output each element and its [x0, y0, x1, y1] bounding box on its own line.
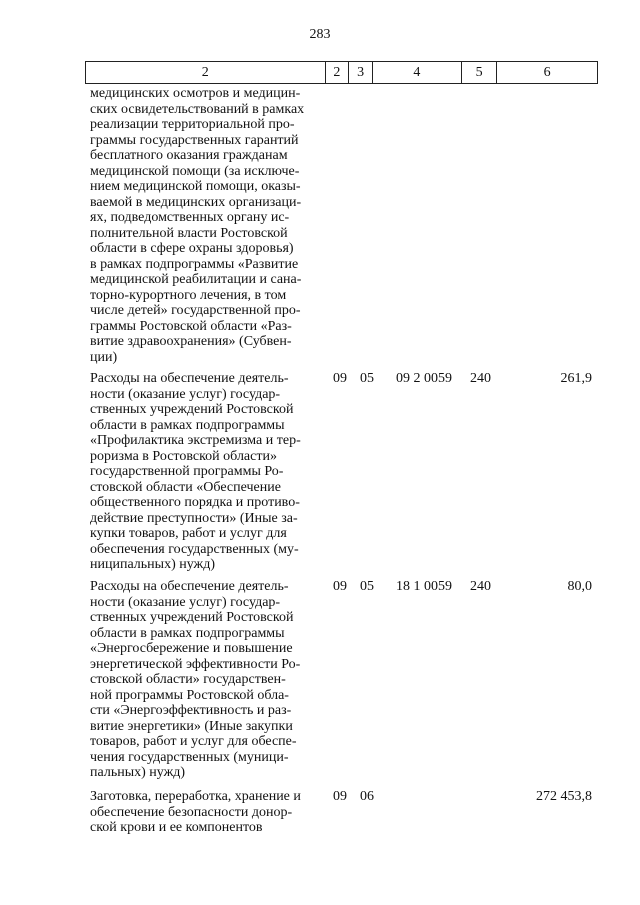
- table-row-amount: 261,9: [560, 371, 592, 386]
- column-header-subsection: 3: [349, 62, 373, 84]
- column-header-table: [85, 61, 598, 84]
- table-row-amount: 80,0: [567, 579, 592, 594]
- table-row-target-article: 09 2 0059: [396, 371, 452, 386]
- table-row-subsection-code: 05: [360, 579, 374, 594]
- table-row-section-code: 09: [333, 371, 347, 386]
- table-row-subsection-code: 05: [360, 371, 374, 386]
- column-header-row: [86, 62, 598, 84]
- table-row-amount: 272 453,8: [536, 789, 592, 804]
- table-row-description: Расходы на обеспечение деятель- ности (оказание услуг) государ- ственных учреждений Ростовской области в рамках подпрограммы «Энергосбережение и повышение энергетической эффективности Ро- стовской области» государствен- ной программы Ростовской обла- сти «Энергоэффективность и раз- витие энергетики» (Иные закупки товаров, работ и услуг для обеспе- чения государственных (муници- пальных) нужд): [90, 579, 301, 780]
- table-row-subsection-code: 06: [360, 789, 374, 804]
- column-header-target-article: 4: [373, 62, 462, 84]
- column-header-amount: 6: [497, 62, 598, 84]
- table-row-description: Заготовка, переработка, хранение и обеспечение безопасности донор- ской крови и ее компонентов: [90, 789, 301, 835]
- table-row-target-article: 18 1 0059: [396, 579, 452, 594]
- table-row-section-code: 09: [333, 579, 347, 594]
- column-header-expense-type: 5: [461, 62, 497, 84]
- page-number: 283: [309, 27, 331, 42]
- column-header-section: 2: [325, 62, 349, 84]
- column-header-description: 2: [86, 62, 326, 84]
- table-row-section-code: 09: [333, 789, 347, 804]
- table-row-description: медицинских осмотров и медицин- ских освидетельствований в рамках реализации территориальной про- граммы государственных гарантий бесплатного оказания гражданам медицинской помощи (за исключе- нием медицинской помощи, оказы- ваемой в медицинских организаци- ях, подведомственных органу ис- полнительной власти Ростовской области в сфере охраны здоровья) в рамках подпрограммы «Развитие медицинской реабилитации и сана- торно-курортного лечения, в том числе детей» государственной про- граммы Ростовской области «Раз- витие здравоохранения» (Субвен- ции): [90, 86, 305, 365]
- table-row-expense-type: 240: [470, 371, 491, 386]
- table-row-description: Расходы на обеспечение деятель- ности (оказание услуг) государ- ственных учреждений Ростовской области в рамках подпрограммы «Профилактика экстремизма и тер- роризма в Ростовской области» государственной программы Ро- стовской области «Обеспечение общественного порядка и противо- действие преступности» (Иные за- купки товаров, работ и услуг для обеспечения государственных (му- ниципальных) нужд): [90, 371, 301, 572]
- table-row-expense-type: 240: [470, 579, 491, 594]
